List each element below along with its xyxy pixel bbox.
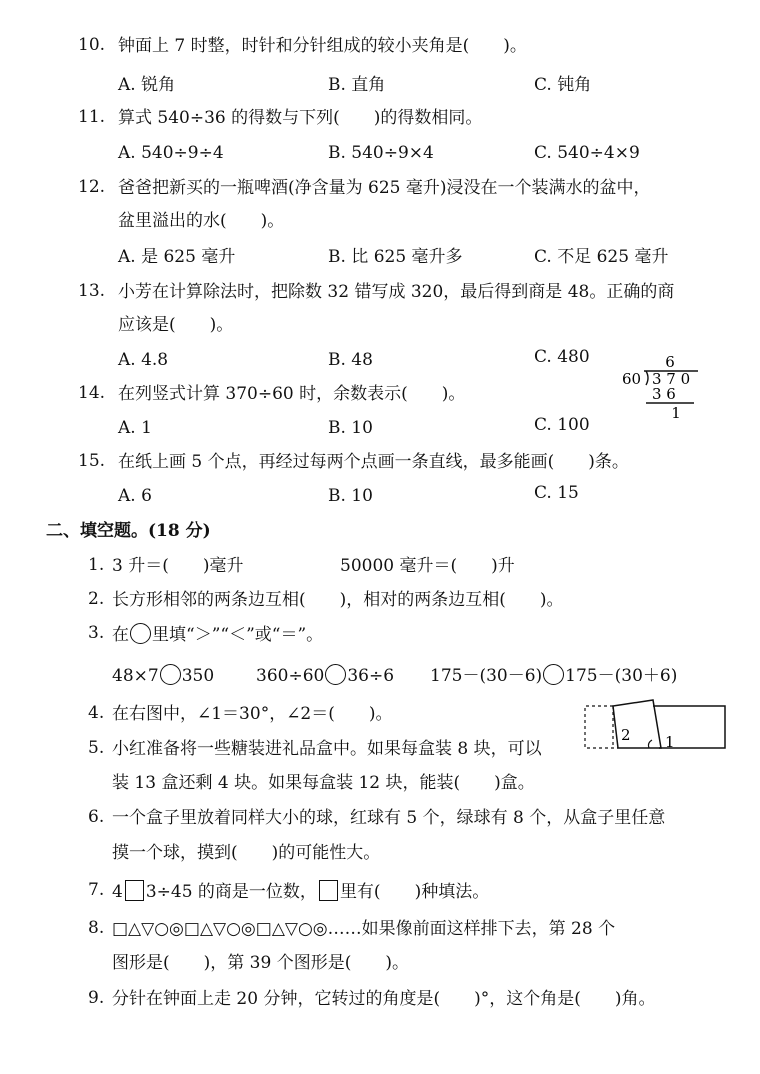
question-number: 7. [88,880,105,900]
question-text [112,880,489,903]
question-number: 5. [88,738,105,758]
question-text: 长方形相邻的两条边互相( )，相对的两条边互相( )。 [112,590,564,610]
expr-left: 48×7 [112,666,159,686]
circle-icon [543,664,564,685]
option-a: A. 锐角 [118,75,176,95]
option-b: B. 比 625 毫升多 [328,247,463,267]
compare-expression-3 [430,664,677,687]
angle-1-label: 1 [665,733,675,751]
text-post: 里有( )种填法。 [339,882,490,902]
question-number: 6. [88,807,105,827]
option-c: C. 钝角 [534,75,592,95]
question-text-line-2: 装 13 盒还剩 4 块。如果每盒装 12 块，能装( )盒。 [112,773,535,793]
question-number: 3. [88,623,105,643]
question-number: 9. [88,988,105,1008]
angle-2-label: 2 [621,726,631,744]
division-product: 3 6 [652,385,676,403]
question-number: 1. [88,555,105,575]
division-divisor: 60 [622,370,642,388]
option-c: C. 15 [534,483,579,503]
expr-right: 36÷6 [347,666,395,686]
question-text [112,623,323,646]
expr-left: 175－(30－6) [430,666,543,686]
question-text-line-2: 摸一个球，摸到( )的可能性大。 [112,843,381,863]
option-a: A. 是 625 毫升 [118,247,236,267]
question-number: 11. [78,107,106,127]
option-a: A. 6 [118,486,152,506]
section-title-fill-in: 二、填空题。(18 分) [46,521,211,541]
question-text: 在列竖式计算 370÷60 时，余数表示( )。 [118,384,466,404]
text-mid: 3÷45 的商是一位数， [145,882,317,902]
expr-left: 360÷60 [256,666,325,686]
question-number: 4. [88,703,105,723]
question-text-line-2: 图形是( )，第 39 个图形是( )。 [112,953,409,973]
option-b: B. 48 [328,350,373,370]
folded-rectangle-figure [583,700,728,755]
question-number: 13. [78,281,106,301]
question-number: 15. [78,451,106,471]
option-c: C. 480 [534,347,590,367]
option-c: C. 不足 625 毫升 [534,247,669,267]
option-c: C. 100 [534,415,590,435]
question-number: 8. [88,918,105,938]
question-text: 分针在钟面上走 20 分钟，它转过的角度是( )°，这个角是( )角。 [112,989,656,1009]
long-division-figure [620,352,700,424]
question-number: 12. [78,177,106,197]
question-text-line-1: 一个盒子里放着同样大小的球，红球有 5 个，绿球有 8 个，从盒子里任意 [112,808,666,828]
blank-box-icon [125,880,144,901]
option-b: B. 10 [328,486,373,506]
question-text-line-2: 应该是( )。 [118,315,234,335]
text-pre: 4 [112,882,123,902]
expr-right: 350 [181,666,215,686]
question-text: 在纸上画 5 个点，再经过每两个点画一条直线，最多能画( )条。 [118,452,629,472]
option-a: A. 1 [118,418,152,438]
option-b: B. 10 [328,418,373,438]
question-part-a: 3 升＝( )毫升 [112,556,244,576]
option-c: C. 540÷4×9 [534,143,640,163]
division-dividend: 3 7 0 [652,370,691,388]
compare-expression-2 [256,664,394,687]
division-quotient: 6 [665,353,675,371]
question-text-line-1: 小红准备将一些糖装进礼品盒中。如果每盒装 8 块，可以 [112,739,542,759]
question-text: 钟面上 7 时整，时针和分针组成的较小夹角是( )。 [118,36,527,56]
circle-icon [325,664,346,685]
question-text-line-1: 爸爸把新买的一瓶啤酒(净含量为 625 毫升)浸没在一个装满水的盆中， [118,178,651,198]
question-number: 10. [78,35,106,55]
option-a: A. 4.8 [118,350,169,370]
division-remainder: 1 [671,404,681,422]
question-text-line-1: □△▽○◎□△▽○◎□△▽○◎……如果像前面这样排下去，第 28 个 [112,919,616,939]
text-post: 里填“＞”“＜”或“＝”。 [152,625,324,645]
question-number: 14. [78,383,106,403]
question-part-b: 50000 毫升＝( )升 [340,556,515,576]
question-text-line-1: 小芳在计算除法时，把除数 32 错写成 320，最后得到商是 48。正确的商 [118,282,675,302]
text-pre: 在 [112,625,129,645]
question-text: 算式 540÷36 的得数与下列( )的得数相同。 [118,108,483,128]
option-b: B. 直角 [328,75,386,95]
question-number: 2. [88,589,105,609]
expr-right: 175－(30＋6) [565,666,678,686]
blank-box-icon [319,880,338,901]
circle-icon [130,623,151,644]
option-b: B. 540÷9×4 [328,143,434,163]
question-text: 在右图中，∠1＝30°，∠2＝( )。 [112,704,393,724]
question-text-line-2: 盆里溢出的水( )。 [118,211,285,231]
option-a: A. 540÷9÷4 [118,143,224,163]
circle-icon [160,664,181,685]
compare-expression-1 [112,664,214,687]
